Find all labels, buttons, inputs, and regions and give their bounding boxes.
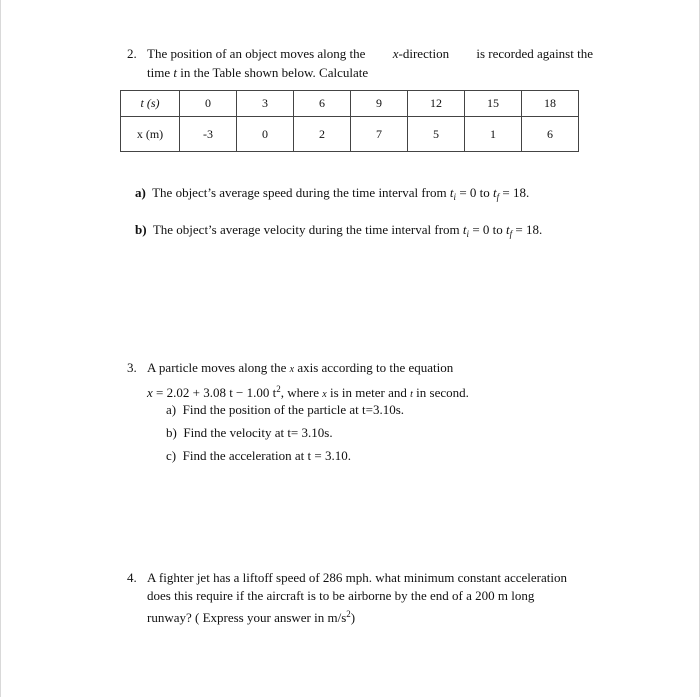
x-cell: -3 xyxy=(180,117,237,152)
page-edge-left xyxy=(0,0,1,697)
q3-number: 3. xyxy=(127,360,137,375)
t-cell: 15 xyxy=(465,91,522,117)
q3-item-c xyxy=(166,448,351,464)
q3-line1 xyxy=(147,360,453,378)
q2-line1-text-b: is recorded against the xyxy=(476,46,593,61)
q2-number: 2. xyxy=(127,46,137,61)
q3-eq-sup: 2 xyxy=(276,384,281,394)
q2-b-label: b) xyxy=(135,222,147,237)
t-cell: 6 xyxy=(294,91,351,117)
q2-line2 xyxy=(147,65,368,81)
q3-line1-text-a: A particle moves along the xyxy=(147,360,287,375)
q2-line1 xyxy=(147,46,593,62)
q2-line1-direction xyxy=(393,46,449,62)
q2-var-t: t xyxy=(173,65,177,80)
q3-where-1: , where xyxy=(280,385,320,400)
q2-var-x: x xyxy=(392,46,399,61)
q3-item-text: Find the position of the particle at t=3.10s. xyxy=(182,402,405,417)
table-header-t: t (s) xyxy=(121,91,180,117)
q3-where-2: is in meter and xyxy=(329,385,407,400)
q2-direction-text: -direction xyxy=(398,46,450,61)
q3-item-text: Find the acceleration at t = 3.10. xyxy=(182,448,351,463)
q4-line3-close: ) xyxy=(350,610,356,625)
q3-var-x: x xyxy=(289,364,295,375)
q2-a-label: a) xyxy=(135,185,146,200)
t-cell: 18 xyxy=(522,91,579,117)
table-header-x: x (m) xyxy=(121,117,180,152)
q2-line2-text-b: in the Table shown below. Calculate xyxy=(180,65,369,80)
q3-item-a xyxy=(166,402,404,418)
q2-a-ti: t xyxy=(449,185,454,200)
q3-where-x: x xyxy=(322,389,327,400)
q3-item-label: c) xyxy=(166,448,177,463)
q2-a-tf-sub: f xyxy=(496,192,500,202)
q4-line2: does this require if the aircraft is to be airborne by the end of a 200 m long xyxy=(147,588,535,603)
q3-equation-line xyxy=(147,381,469,403)
q3-item-b xyxy=(166,425,333,441)
q3-eq-lhs: x xyxy=(147,385,153,400)
q2-b-ti-sub: i xyxy=(466,229,470,239)
q3-item-label: a) xyxy=(166,402,177,417)
q2-a-eq18: = 18. xyxy=(502,185,530,200)
q2-b-tf-sub: f xyxy=(509,229,513,239)
q3-item-label: b) xyxy=(166,425,177,440)
t-cell: 12 xyxy=(408,91,465,117)
t-cell: 0 xyxy=(180,91,237,117)
table-row-t xyxy=(121,91,579,117)
x-cell: 0 xyxy=(237,117,294,152)
q2-a-text: The object’s average speed during the time interval from xyxy=(152,185,447,200)
x-cell: 1 xyxy=(465,117,522,152)
q2-b-text: The object’s average velocity during the time interval from xyxy=(152,222,460,237)
x-cell: 6 xyxy=(522,117,579,152)
table-row-x xyxy=(121,117,579,152)
q2-line2-text-a: time xyxy=(147,65,171,80)
q2-b-to: to xyxy=(492,222,503,237)
q2-a-eq0: = 0 xyxy=(459,185,477,200)
q3-where-t: t xyxy=(410,389,413,400)
q4-number: 4. xyxy=(127,570,137,585)
q2-b-tf: t xyxy=(506,222,510,237)
q3-line1-text-b: axis according to the equation xyxy=(297,360,454,375)
q3-eq-rhs: = 2.02 + 3.08 t − 1.00 t xyxy=(156,385,277,400)
q2-a-to: to xyxy=(479,185,490,200)
q2-a-ti-sub: i xyxy=(453,192,457,202)
x-cell: 2 xyxy=(294,117,351,152)
q3-item-text: Find the velocity at t= 3.10s. xyxy=(183,425,333,440)
x-cell: 5 xyxy=(408,117,465,152)
q4-line3-sup: 2 xyxy=(346,609,351,619)
q2-line1-text-a: The position of an object moves along the xyxy=(147,46,366,61)
q4-line3 xyxy=(147,606,355,626)
q2-a-tf: t xyxy=(493,185,497,200)
t-cell: 3 xyxy=(237,91,294,117)
q2-part-b xyxy=(135,222,542,242)
q2-b-eq0: = 0 xyxy=(472,222,490,237)
q2-b-ti: t xyxy=(462,222,467,237)
q4-line3-text: runway? ( Express your answer in m/s xyxy=(147,610,347,625)
x-cell: 7 xyxy=(351,117,408,152)
q4-line1: A fighter jet has a liftoff speed of 286 mph. what minimum constant acceleration xyxy=(147,570,567,585)
q2-part-a xyxy=(135,185,529,205)
t-cell: 9 xyxy=(351,91,408,117)
q2-b-eq18: = 18. xyxy=(515,222,543,237)
position-time-table xyxy=(120,90,579,152)
q3-where-3: in second. xyxy=(416,385,469,400)
